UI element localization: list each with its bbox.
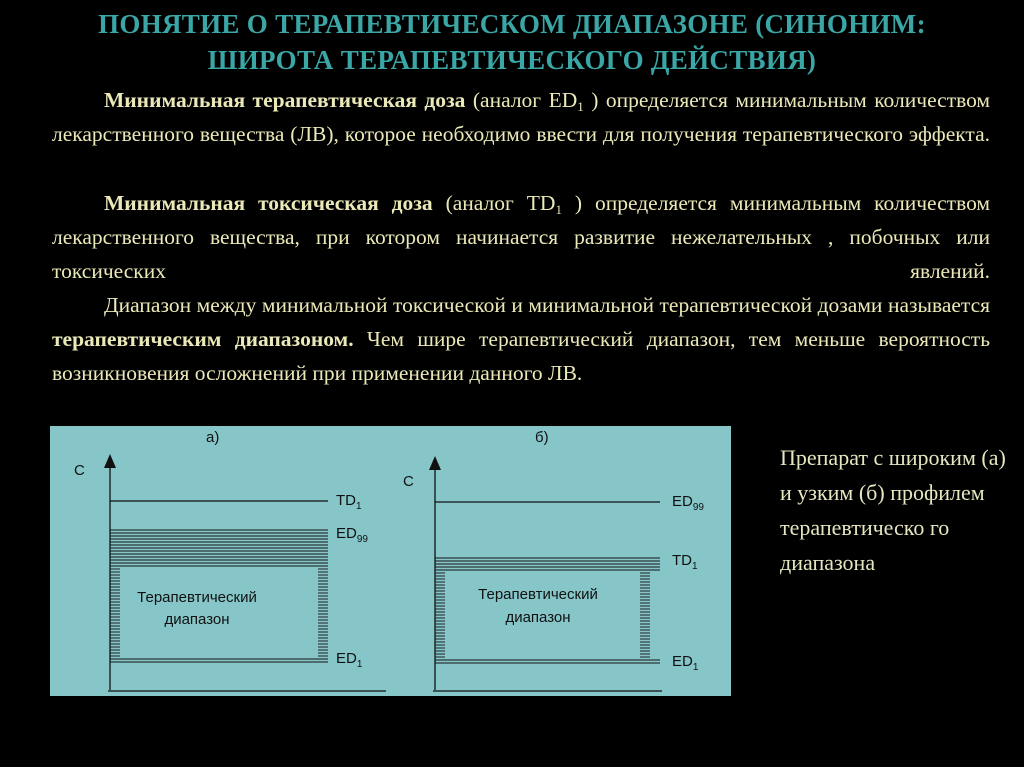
analog-code: TD <box>526 191 556 215</box>
panel-a <box>74 429 386 691</box>
panel-b <box>403 429 704 691</box>
slide-title <box>0 6 1024 78</box>
panel-a-ed99-label: $ED_{99}$ <box>336 525 368 545</box>
analog-suffix: ) <box>591 88 599 112</box>
analog-suffix: ) <box>574 191 583 215</box>
paragraph-text: определяется минимальным количеством лекарственного вещества (ЛВ), которое необходимо ввести для получения терапевтического эффекта. <box>52 88 991 146</box>
panel-a-label: а) <box>206 429 220 446</box>
term-therapeutic-range: терапевтическим диапазоном. <box>52 327 354 351</box>
panel-b-ed99-label: $ED_{99}$ <box>672 493 704 513</box>
slide-title-line1: ПОНЯТИЕ О ТЕРАПЕВТИЧЕСКОМ ДИАПАЗОНЕ (СИНОНИМ: <box>98 9 926 39</box>
paragraph-text-after: Чем шире терапевтический диапазон, тем меньше вероятность возникновения осложнений при применении данного ЛВ. <box>52 327 991 385</box>
analog-code: ED <box>548 88 578 112</box>
figure-svg <box>50 426 731 696</box>
paragraph-text: определяется минимальным количеством лекарственного вещества, при котором начинается развитие нежелательных , побочных или токсических явлений. <box>52 191 991 283</box>
panel-a-axis-label: С <box>74 462 85 479</box>
paragraph-therapeutic-range <box>52 288 990 390</box>
panel-a-ed1-label: $ED_1$ <box>336 650 363 670</box>
therapeutic-range-figure <box>50 426 731 696</box>
analog-prefix: (аналог <box>472 88 542 112</box>
slide-title-line2: ШИРОТА ТЕРАПЕВТИЧЕСКОГО ДЕЙСТВИЯ) <box>207 45 817 75</box>
panel-b-label: б) <box>535 429 549 446</box>
panel-b-axis-label: С <box>403 473 414 490</box>
paragraph-text-before: Диапазон между минимальной токсической и минимальной терапевтической дозами называется <box>104 293 990 317</box>
panel-b-ed1-label: $ED_1$ <box>672 653 699 673</box>
term-min-therapeutic-dose: Минимальная терапевтическая доза <box>104 88 466 112</box>
analog-subscript: 1 <box>577 99 584 114</box>
panel-b-range-label-line1: Терапевтический <box>478 586 598 603</box>
panel-b-td1-label: $TD_1$ <box>672 552 698 572</box>
panel-b-range-label-line2: диапазон <box>505 609 571 626</box>
panel-a-td1-label: $TD_1$ <box>336 492 362 512</box>
panel-a-range-label-line1: Терапевтический <box>137 589 257 606</box>
panel-b-axis-arrow <box>429 456 441 470</box>
paragraph-min-toxic-dose <box>52 186 990 288</box>
term-min-toxic-dose: Минимальная токсическая доза <box>104 191 433 215</box>
analog-subscript: 1 <box>555 202 562 217</box>
figure-caption: Препарат с широким (а) и узким (б) профилем терапевтическо го диапазона <box>780 445 1006 575</box>
panel-a-axis-arrow <box>104 454 116 468</box>
paragraph-min-therapeutic-dose <box>52 83 990 151</box>
panel-a-range-label-line2: диапазон <box>164 611 230 628</box>
analog-prefix: (аналог <box>445 191 514 215</box>
